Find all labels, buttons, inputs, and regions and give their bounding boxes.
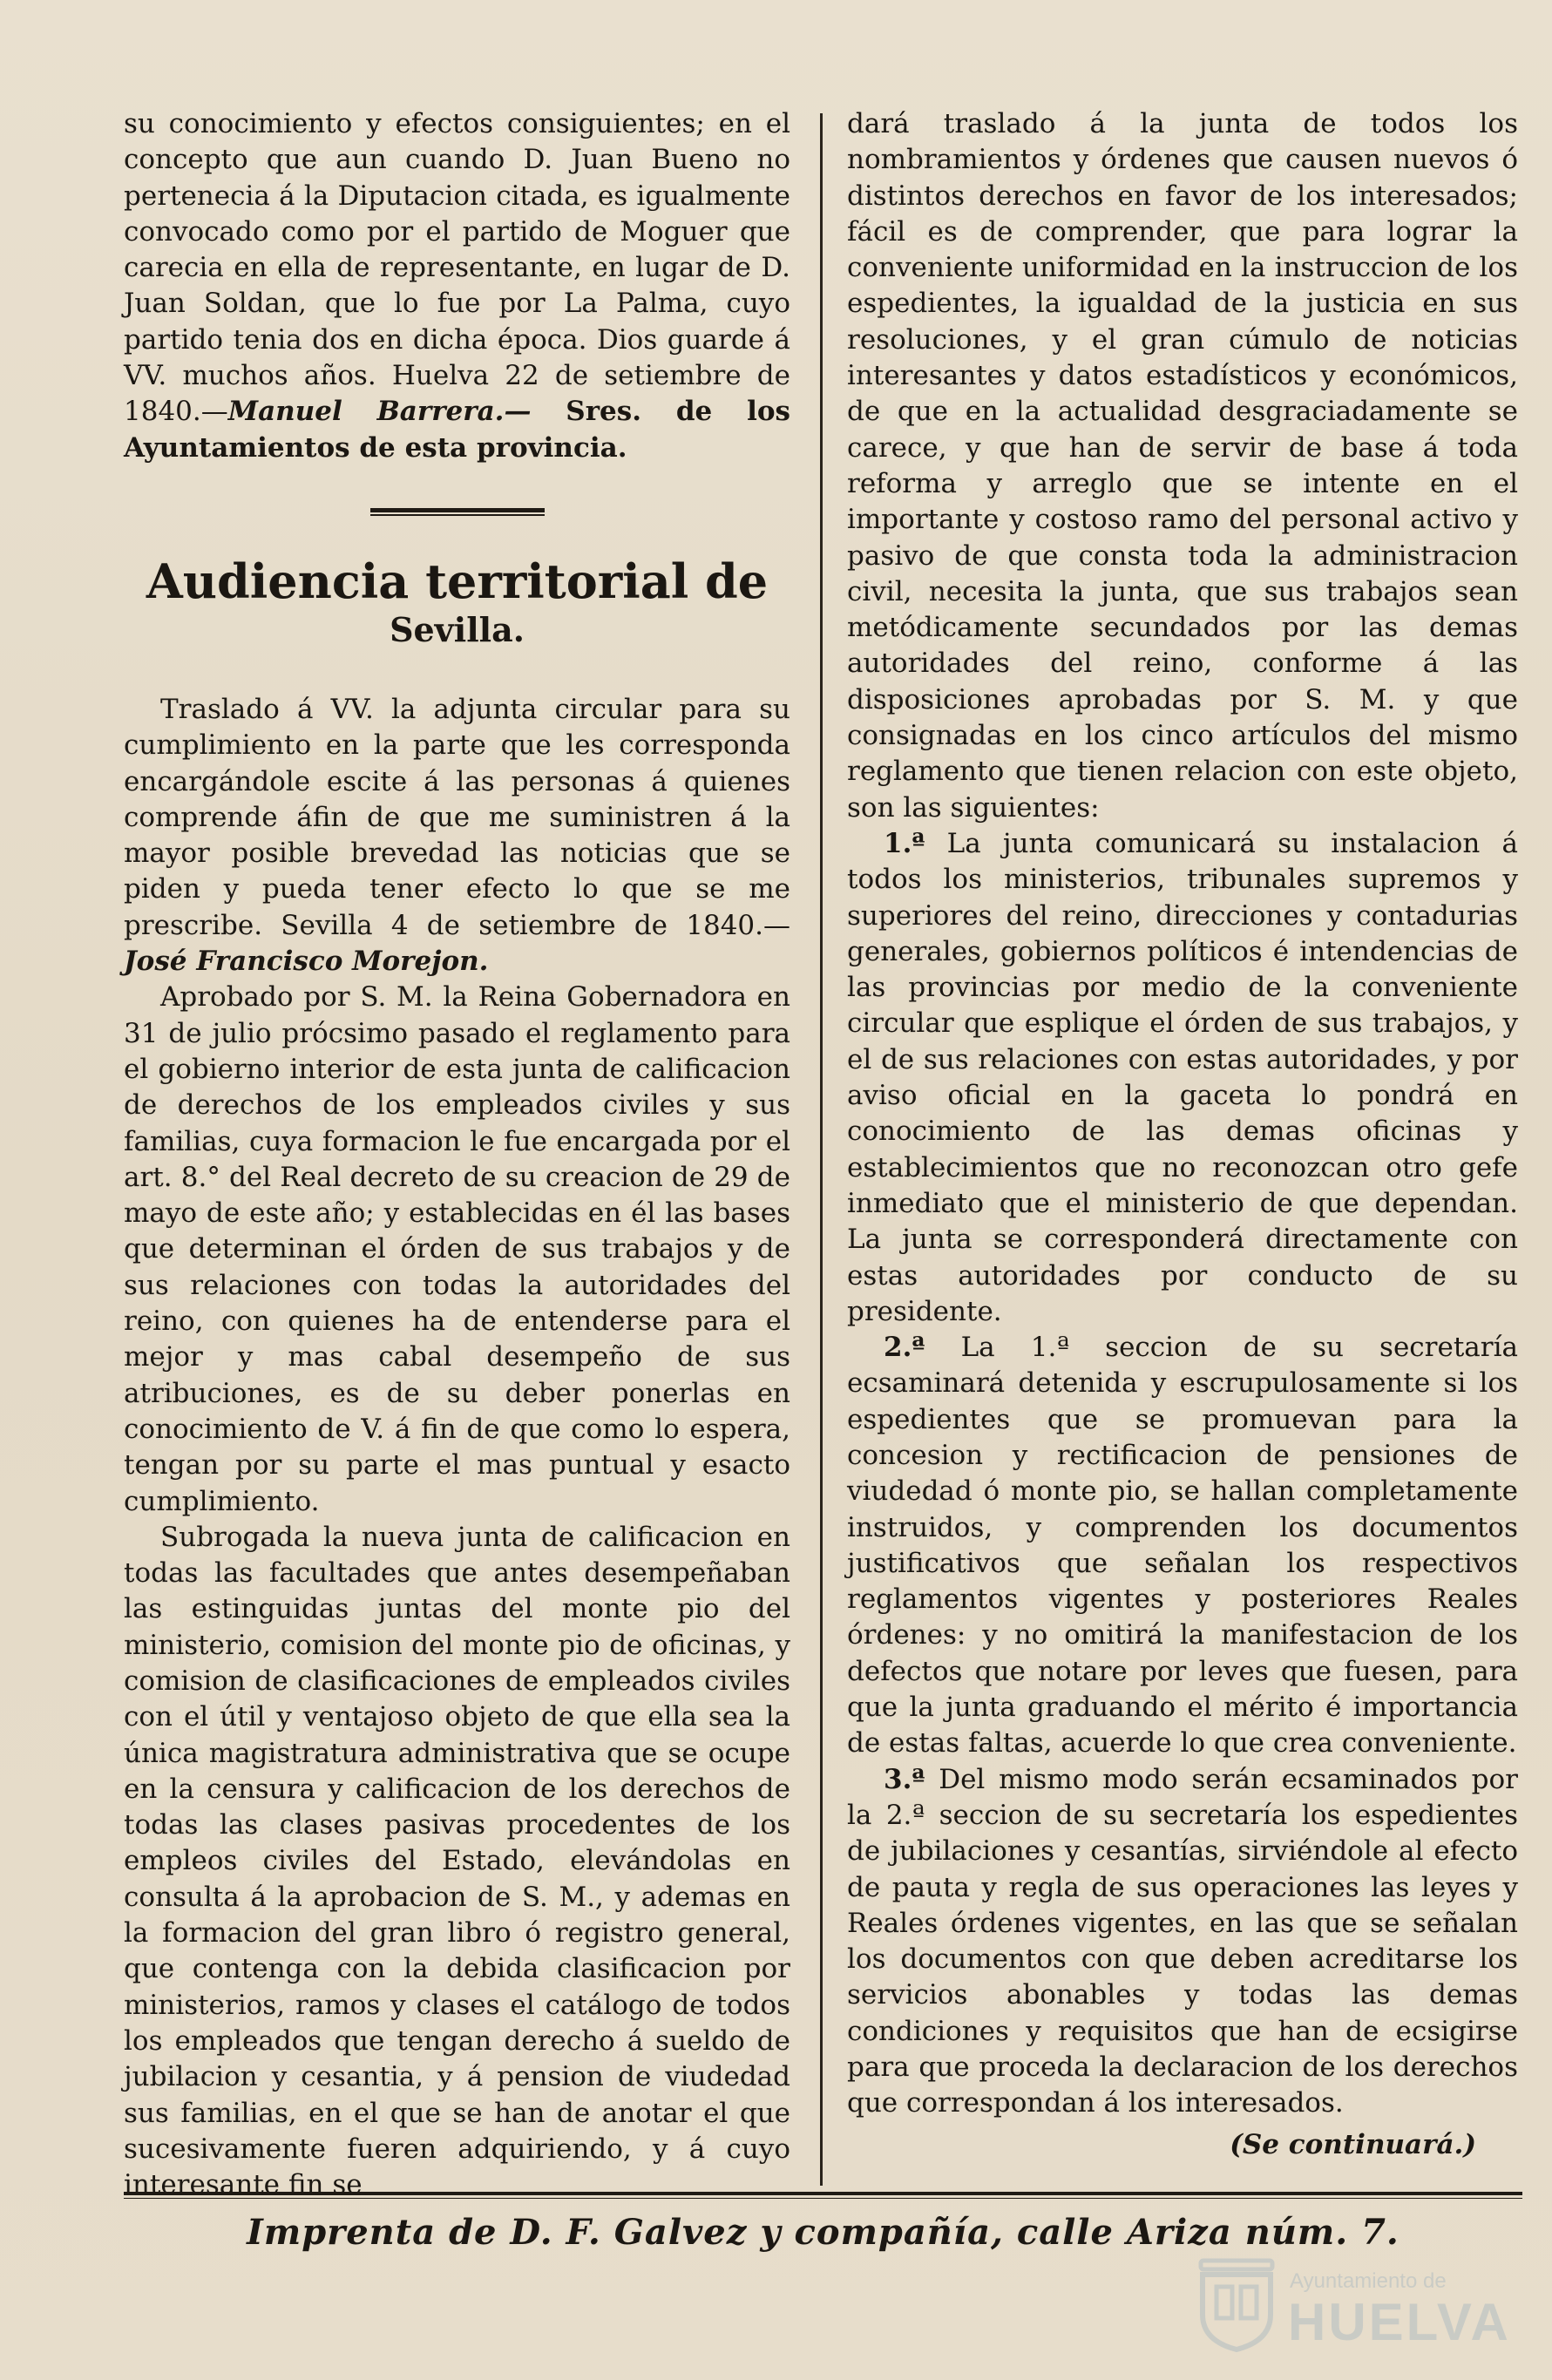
watermark-small-text: Ayuntamiento de xyxy=(1290,2269,1447,2293)
article-2-number: 2.ª xyxy=(884,1332,925,1364)
intro-addressee: Sres. de los Ayuntamientos de esta provincia. xyxy=(124,396,790,464)
footer-rule-thin xyxy=(124,2198,1522,2199)
continuation-paragraph: dará traslado á la junta de todos los nombramientos y órdenes que causen nuevos ó distintos derechos en favor de los interesados; fácil es de comprender, que para lograr la conveniente uniformidad en la instruccion de los espedientes, la igualdad de la justicia en sus resoluciones, y el gran cúmulo de noticias interesantes y datos estadísticos y económicos, de que en la actualidad desgraciadamente se carece, y que han de servir de base á toda reforma y arreglo que se intente en el importante y costoso ramo del personal activo y pasivo de que consta toda la administracion civil, necesita la junta, que sus trabajos sean metódicamente secundados por las demas autoridades del reino, conforme á las disposiciones aprobadas por S. M. y que consignadas en los cinco artículos del mismo reglamento que tienen relacion con este objeto, son las siguientes: xyxy=(847,108,1518,824)
continua-label: (Se continuará.) xyxy=(1230,2128,1476,2160)
coat-of-arms-icon xyxy=(1192,2257,1281,2353)
column-divider xyxy=(820,113,823,2186)
imprint-footer: Imprenta de D. F. Galvez y compañía, calle Ariza núm. 7. xyxy=(247,2212,1400,2253)
article-2 xyxy=(847,1330,1518,1762)
section-title: Audiencia territorial de xyxy=(146,553,769,609)
watermark-big-text: HUELVA xyxy=(1288,2293,1511,2351)
right-column xyxy=(847,106,1518,2163)
intro-text: su conocimiento y efectos consiguientes; en el concepto que aun cuando D. Juan Bueno no pertenecia á la Diputacion citada, es igualmente convocado como por el partido de Moguer que carecia en ella de representante, en lugar de D. Juan Soldan, que lo fue por La Palma, cuyo partido tenia dos en dicha época. Dios guarde á VV. muchos años. Huelva 22 de setiembre de 1840.— xyxy=(124,108,790,428)
subrogada-paragraph: Subrogada la nueva junta de calificacion en todas las facultades que antes desempeñaban las estinguidas juntas del monte pio del ministerio, comision del monte pio de oficinas, y comision de clasificaciones de empleados civiles con el útil y ventajoso objeto de que ella sea la única magistratura administrativa que se ocupe en la censura y calificacion de los derechos de todas las clases pasivas procedentes de los empleos civiles del Estado, elevándolas en consulta á la aprobacion de S. M., y ademas en la formacion del gran libro ó registro general, que contenga con la debida clasificacion por ministerios, ramos y clases el catálogo de todos los empleados que tengan derecho á sueldo de jubilacion y cesantia, y á pension de viudedad sus familias, en el que se han de anotar el que sucesivamente fueren adquiriendo, y á cuyo interesante fin se xyxy=(124,1521,790,2201)
article-2-text: La 1.ª seccion de su secretaría ecsaminará detenida y escrupulosamente si los espedientes que se promuevan para la concesion y rectificacion de pensiones de viudedad ó monte pio, se hallan completamente instruidos, y comprenden los documentos justificativos que señalan los respectivos reglamentos vigentes y posteriores Reales órdenes: y no omitirá la manifestacion de los defectos que notare por leves que fuesen, para que la junta graduando el mérito é importancia de estas faltas, acuerde lo que crea conveniente. xyxy=(847,1332,1518,1760)
watermark xyxy=(1192,2257,1511,2353)
section-separator xyxy=(370,508,545,516)
left-column xyxy=(124,106,790,2203)
article-1 xyxy=(847,826,1518,1330)
aprobado-paragraph: Aprobado por S. M. la Reina Gobernadora en 31 de julio prócsimo pasado el reglamento para el gobierno interior de esta junta de calificacion de derechos de los empleados civiles y sus familias, cuya formacion le fue encargada por el art. 8.° del Real decreto de su creacion de 29 de mayo de este año; y establecidas en él las bases que determinan el órden de sus trabajos y de sus relaciones con todas la autoridades del reino, con quienes ha de entenderse para el mejor y mas cabal desempeño de sus atribuciones, es de su deber ponerlas en conocimiento de V. á fin de que como lo espera, tengan por su parte el mas puntual y esacto cumplimiento. xyxy=(124,981,790,1517)
section-subtitle: Sevilla. xyxy=(390,609,525,649)
traslado-text: Traslado á VV. la adjunta circular para su cumplimiento en la parte que les corresponda encargándole escite á las personas á quienes comprende áfin de que me suministren á la mayor posible brevedad las noticias que se piden y pueda tener efecto lo que se me prescribe. Sevilla 4 de setiembre de 1840.— xyxy=(124,693,790,941)
traslado-signature: José Francisco Morejon. xyxy=(124,946,489,978)
article-3-number: 3.ª xyxy=(884,1763,925,1795)
intro-signature: Manuel Barrera.— xyxy=(227,396,532,428)
article-3-text: Del mismo modo serán ecsaminados por la 2.ª seccion de su secretaría los espedientes de jubilaciones y cesantías, sirviéndole al efecto de pauta y regla de sus operaciones las leyes y Reales órdenes vigentes, en las que se señalan los documentos con que deben acreditarse los servicios abonables y todas las demas condiciones y requisitos que han de ecsigirse para que proceda la declaracion de los derechos que correspondan á los interesados. xyxy=(847,1763,1518,2119)
traslado-paragraph xyxy=(124,692,790,980)
article-1-text: La junta comunicará su instalacion á todos los ministerios, tribunales supremos y superiores del reino, direcciones y contadurias generales, gobiernos políticos é intendencias de las provincias por medio de la conveniente circular que esplique el órden de sus trabajos, y el de sus relaciones con estas autoridades, y por aviso oficial en la gaceta lo pondrá en conocimiento de las demas oficinas y establecimientos que no reconozcan otro gefe inmediato que el ministerio de que dependan. La junta se corresponderá directamente con estas autoridades por conducto de su presidente. xyxy=(847,827,1518,1327)
article-1-number: 1.ª xyxy=(884,827,925,859)
intro-paragraph xyxy=(124,106,790,466)
article-3 xyxy=(847,1762,1518,2122)
footer-rule xyxy=(124,2192,1522,2195)
